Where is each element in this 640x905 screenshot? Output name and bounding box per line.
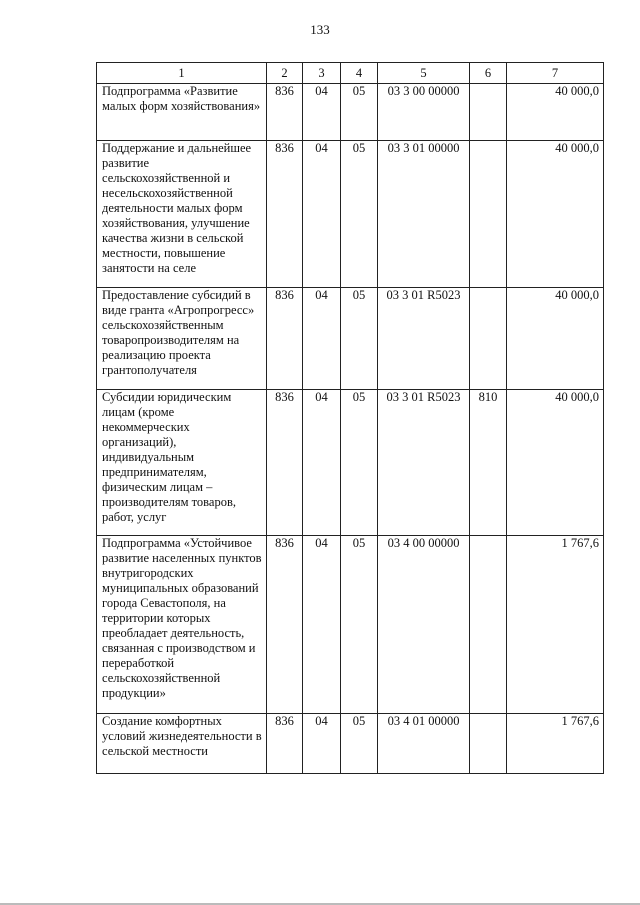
- cell-c5: 03 4 01 00000: [378, 714, 470, 774]
- cell-c7: 40 000,0: [507, 141, 604, 288]
- page-number: 133: [310, 22, 330, 37]
- budget-table: [96, 62, 604, 774]
- cell-c7: 1 767,6: [507, 536, 604, 714]
- cell-c4: 05: [341, 390, 378, 536]
- cell-c6: [470, 84, 507, 141]
- cell-c6: [470, 714, 507, 774]
- cell-c3: 04: [303, 141, 341, 288]
- table-row: [97, 288, 604, 390]
- table-row: [97, 536, 604, 714]
- cell-c5: 03 3 01 R5023: [378, 288, 470, 390]
- cell-c7: 40 000,0: [507, 84, 604, 141]
- cell-c4: 05: [341, 141, 378, 288]
- cell-c4: 05: [341, 84, 378, 141]
- cell-c5: 03 4 00 00000: [378, 536, 470, 714]
- cell-c2: 836: [267, 536, 303, 714]
- cell-c6: 810: [470, 390, 507, 536]
- cell-c2: 836: [267, 714, 303, 774]
- cell-name: Субсидии юридическим лицам (кроме некоммерческих организаций), индивидуальным предпринимателям, физическим лицам – производителям товаров, работ, услуг: [97, 390, 267, 536]
- header-col-1: 1: [97, 63, 267, 84]
- header-col-5: 5: [378, 63, 470, 84]
- cell-c3: 04: [303, 390, 341, 536]
- cell-c5: 03 3 00 00000: [378, 84, 470, 141]
- header-col-4: 4: [341, 63, 378, 84]
- header-col-6: 6: [470, 63, 507, 84]
- table-row: [97, 390, 604, 536]
- cell-c4: 05: [341, 288, 378, 390]
- cell-c4: 05: [341, 536, 378, 714]
- header-col-7: 7: [507, 63, 604, 84]
- header-col-2: 2: [267, 63, 303, 84]
- cell-c7: 40 000,0: [507, 390, 604, 536]
- cell-name: Подпрограмма «Устойчивое развитие населенных пунктов внутригородских муниципальных образований города Севастополя, на территории которых преобладает деятельность, связанная с производством и переработкой сельскохозяйственной продукции»: [97, 536, 267, 714]
- table-row: [97, 84, 604, 141]
- cell-c2: 836: [267, 288, 303, 390]
- cell-name: Предоставление субсидий в виде гранта «Агропрогресс» сельскохозяйственным товаропроизводителям на реализацию проекта грантополучателя: [97, 288, 267, 390]
- cell-c5: 03 3 01 00000: [378, 141, 470, 288]
- cell-c6: [470, 141, 507, 288]
- cell-c5: 03 3 01 R5023: [378, 390, 470, 536]
- cell-c2: 836: [267, 390, 303, 536]
- cell-c3: 04: [303, 84, 341, 141]
- cell-c7: 1 767,6: [507, 714, 604, 774]
- cell-c3: 04: [303, 288, 341, 390]
- cell-name: Подпрограмма «Развитие малых форм хозяйствования»: [97, 84, 267, 141]
- cell-name: Поддержание и дальнейшее развитие сельскохозяйственной и несельскохозяйственной деятельности малых форм хозяйствования, улучшение качества жизни в сельской местности, повышение занятости на селе: [97, 141, 267, 288]
- cell-name: Создание комфортных условий жизнедеятельности в сельской местности: [97, 714, 267, 774]
- table-row: [97, 714, 604, 774]
- cell-c4: 05: [341, 714, 378, 774]
- cell-c3: 04: [303, 536, 341, 714]
- cell-c2: 836: [267, 84, 303, 141]
- cell-c3: 04: [303, 714, 341, 774]
- cell-c2: 836: [267, 141, 303, 288]
- table-header-row: [97, 63, 604, 84]
- cell-c6: [470, 536, 507, 714]
- cell-c6: [470, 288, 507, 390]
- cell-c7: 40 000,0: [507, 288, 604, 390]
- header-col-3: 3: [303, 63, 341, 84]
- table-row: [97, 141, 604, 288]
